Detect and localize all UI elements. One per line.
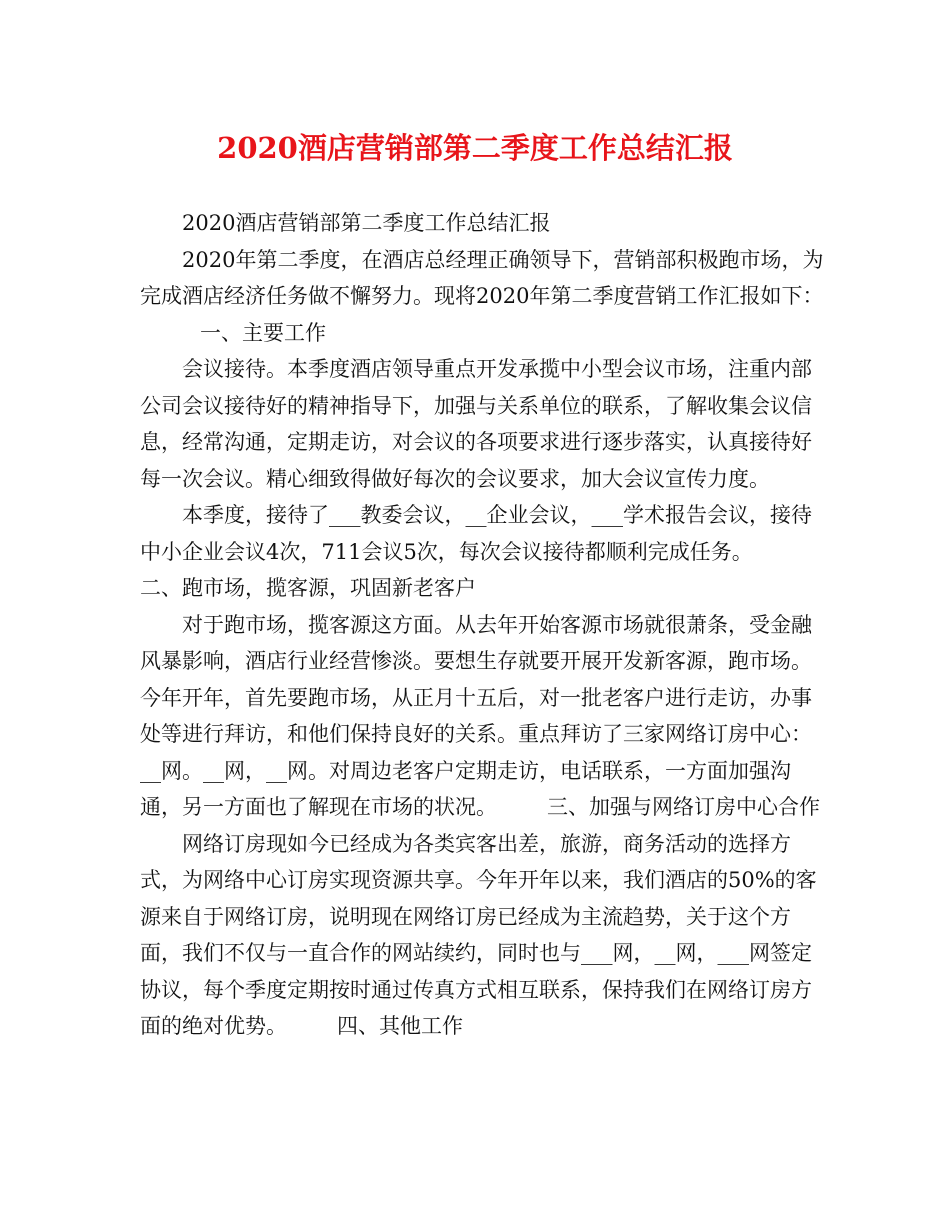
online-text: 网络订房现如今已经成为各类宾客出差，旅游，商务活动的选择方式，为网络中心订房实现资源共享。今年开年以来，我们酒店的50%的客源来自于网络订房，说明现在网络订房已经成为主流趋势，关于这个方面，我们不仅与一直合作的网站续约，同时也与___网，__网，___网签定协议，每个季度定期按时通过传真方式相互联系，保持我们在网络订房方面的绝对优势。 <box>140 831 817 1038</box>
intro-paragraph <box>140 242 825 352</box>
section-heading-market: 二、跑市场，揽客源，巩固新老客户 <box>140 576 476 600</box>
document-subtitle: 2020酒店营销部第二季度工作总结汇报 <box>182 211 551 235</box>
meeting-paragraph: 会议接待。本季度酒店领导重点开发承揽中小型会议市场，注重内部公司会议接待好的精神指导下，加强与关系单位的联系，了解收集会议信息，经常沟通，定期走访，对会议的各项要求进行逐步落实，认真接待好每一次会议。精心细致得做好每次的会议要求，加大会议宣传力度。 <box>140 357 812 491</box>
document-body <box>140 205 825 1045</box>
document-title: 2020酒店营销部第二季度工作总结汇报 <box>217 131 733 165</box>
market-text: 对于跑市场，揽客源这方面。从去年开始客源市场就很萧条，受金融风暴影响，酒店行业经营惨淡。要想生存就要开展开发新客源，跑市场。今年开年，首先要跑市场，从正月十五后，对一批老客户进行走访，办事处等进行拜访，和他们保持良好的关系。重点拜访了三家网络订房中心：__网。__网，__网。对周边老客户定期走访，电话联系，一方面加强沟通，另一方面也了解现在市场的状况。 <box>140 612 812 819</box>
quarter-paragraph: 本季度，接待了___教委会议，__企业会议，___学术报告会议，接待中小企业会议4次，711会议5次，每次会议接待都顺利完成任务。 <box>140 503 812 564</box>
section-heading-online: 三、加强与网络订房中心合作 <box>547 795 820 819</box>
section-heading-main-work: 一、主要工作 <box>200 320 326 345</box>
intro-text: 2020年第二季度，在酒店总经理正确领导下，营销部积极跑市场，为完成酒店经济任务做不懈努力。现将2020年第二季度营销工作汇报如下： <box>140 247 824 308</box>
market-paragraph <box>140 607 825 826</box>
online-paragraph <box>140 826 825 1045</box>
section-heading-other: 四、其他工作 <box>337 1014 463 1038</box>
